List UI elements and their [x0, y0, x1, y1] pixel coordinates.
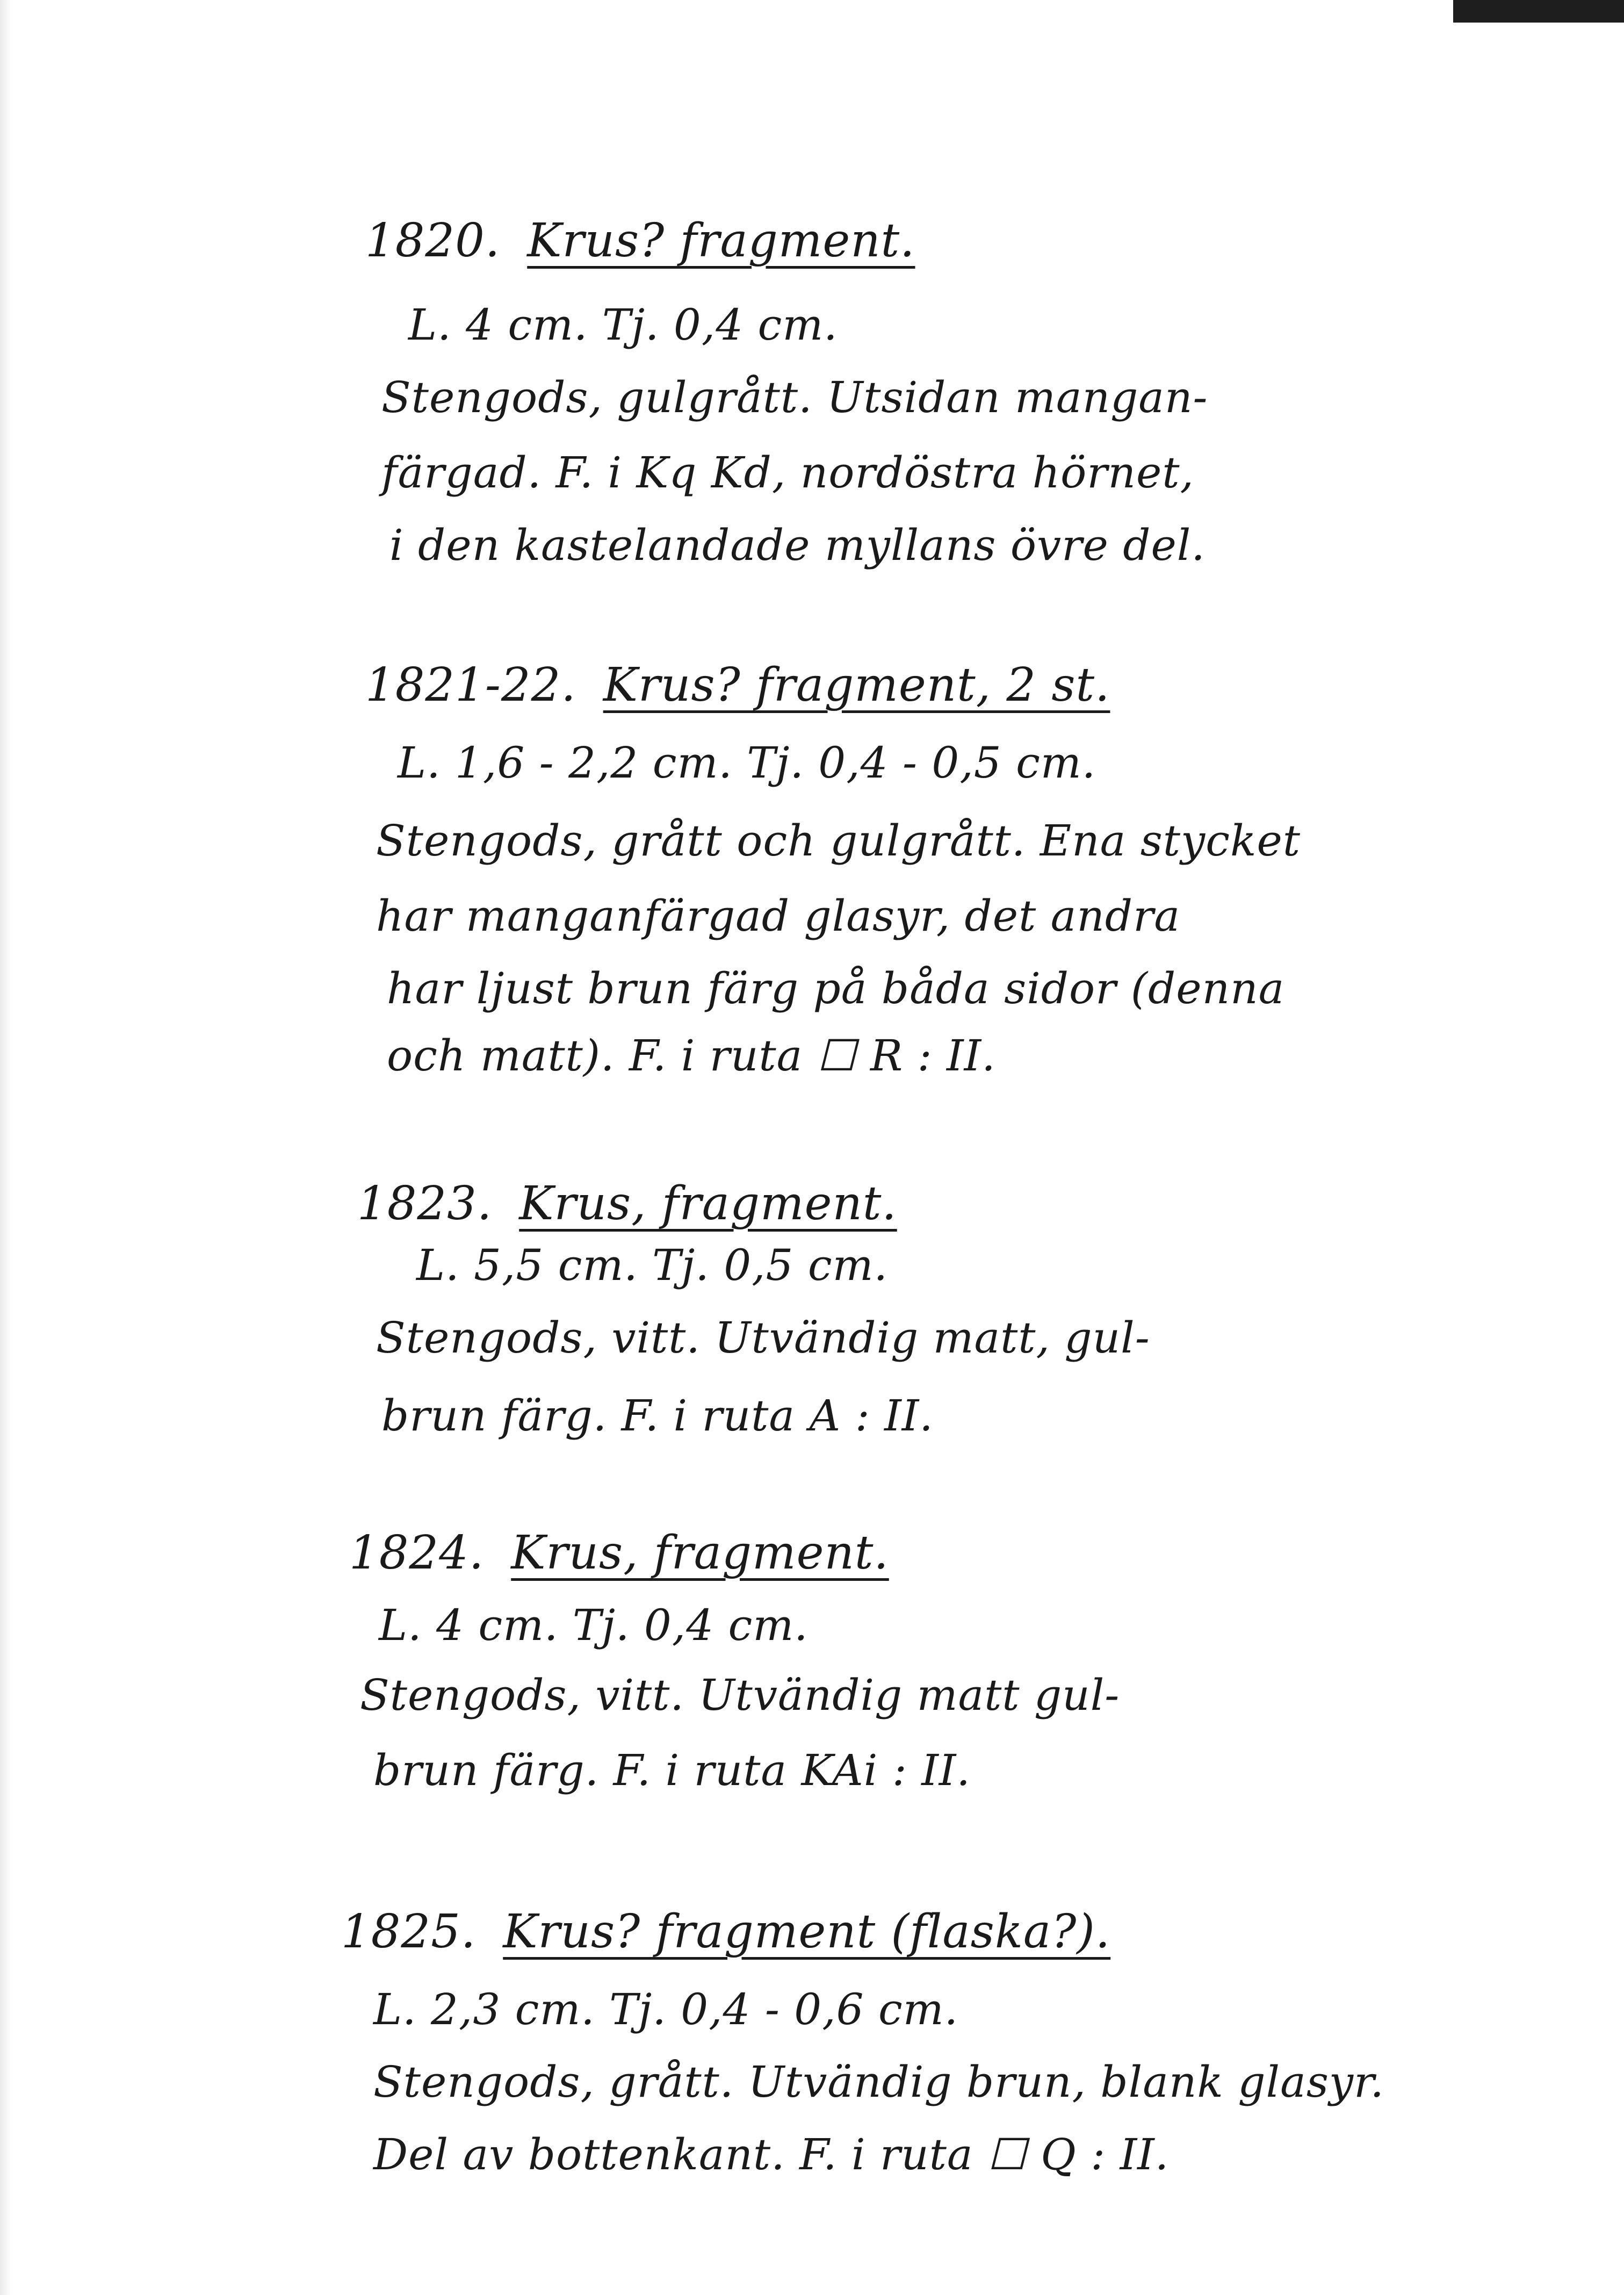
entry-text-line: Stengods, grått. Utvändig brun, blank glasyr. [373, 2057, 1384, 2107]
entry-text-line: brun färg. F. i ruta KAi : II. [373, 1745, 971, 1795]
entry-measurements: L. 1,6 - 2,2 cm. Tj. 0,4 - 0,5 cm. [398, 738, 1096, 788]
entry-text-line: och matt). F. i ruta ☐ R : II. [387, 1031, 996, 1081]
entry-text-line: har ljust brun färg på båda sidor (denna [387, 963, 1285, 1013]
entry-title: Krus? fragment. [527, 214, 915, 268]
entry-text-line: Stengods, grått och gulgrått. Ena stycket [376, 816, 1301, 866]
entry-number: 1823. [357, 1177, 493, 1231]
entry-text-line: färgad. F. i Kq Kd, nordöstra hörnet, [381, 448, 1194, 498]
entry-title: Krus, fragment. [511, 1526, 889, 1580]
entry-text-line: Stengods, vitt. Utvändig matt, gul- [376, 1313, 1150, 1363]
page-spine-shadow [0, 0, 12, 2295]
entry-text-line: Stengods, vitt. Utvändig matt gul- [360, 1670, 1120, 1720]
entry-measurements: L. 5,5 cm. Tj. 0,5 cm. [416, 1240, 888, 1290]
entry-heading [365, 658, 1110, 713]
scan-corner-mark [1453, 0, 1624, 23]
entry-number: 1825. [341, 1905, 477, 1959]
entry-title: Krus? fragment (flaska?). [503, 1905, 1111, 1959]
entry-measurements: L. 2,3 cm. Tj. 0,4 - 0,6 cm. [373, 1984, 959, 2034]
entry-measurements: L. 4 cm. Tj. 0,4 cm. [408, 300, 838, 350]
entry-text-line: Del av bottenkant. F. i ruta ☐ Q : II. [373, 2129, 1170, 2179]
entry-title: Krus? fragment, 2 st. [603, 658, 1110, 712]
entry-number: 1821-22. [365, 658, 576, 712]
entry-text-line: har manganfärgad glasyr, det andra [376, 891, 1181, 941]
entry-text-line: brun färg. F. i ruta A : II. [381, 1391, 934, 1441]
entry-number: 1820. [365, 214, 501, 268]
entry-number: 1824. [349, 1526, 485, 1580]
entry-heading [349, 1526, 889, 1581]
entry-measurements: L. 4 cm. Tj. 0,4 cm. [379, 1600, 809, 1650]
entry-title: Krus, fragment. [519, 1177, 897, 1231]
entry-heading [341, 1905, 1110, 1960]
entry-heading [357, 1177, 897, 1232]
entry-heading [365, 214, 915, 269]
entry-text-line: i den kastelandade myllans övre del. [389, 520, 1206, 570]
entry-text-line: Stengods, gulgrått. Utsidan mangan- [381, 372, 1208, 422]
